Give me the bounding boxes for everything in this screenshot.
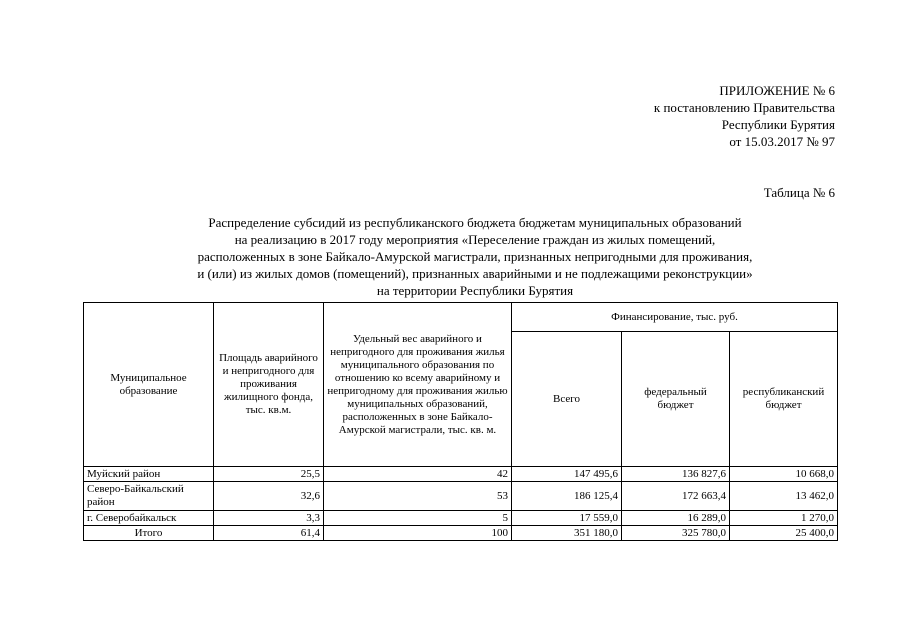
cell-total: 186 125,4 xyxy=(512,482,622,511)
table-row xyxy=(84,482,838,511)
cell-share: 100 xyxy=(324,526,512,541)
header-municipality: Муниципальное образование xyxy=(84,303,214,467)
appendix-header xyxy=(654,82,835,150)
cell-share: 42 xyxy=(324,467,512,482)
title-line: и (или) из жилых домов (помещений), признанных аварийными и не подлежащими реконструкции» xyxy=(197,266,753,281)
cell-federal: 16 289,0 xyxy=(622,511,730,526)
cell-name: Итого xyxy=(84,526,214,541)
cell-share: 53 xyxy=(324,482,512,511)
title-line: на территории Республики Бурятия xyxy=(376,283,574,298)
cell-republic: 25 400,0 xyxy=(730,526,838,541)
cell-total: 147 495,6 xyxy=(512,467,622,482)
table-total-row xyxy=(84,526,838,541)
cell-republic: 10 668,0 xyxy=(730,467,838,482)
header-republic: республиканский бюджет xyxy=(730,332,838,467)
cell-federal: 325 780,0 xyxy=(622,526,730,541)
cell-name: Муйский район xyxy=(84,467,214,482)
header-federal: федеральный бюджет xyxy=(622,332,730,467)
title-line: расположенных в зоне Байкало-Амурской магистрали, признанных непригодными для проживания, xyxy=(197,249,753,264)
cell-federal: 172 663,4 xyxy=(622,482,730,511)
table-row xyxy=(84,467,838,482)
cell-area: 25,5 xyxy=(214,467,324,482)
appendix-title: ПРИЛОЖЕНИЕ № 6 xyxy=(719,83,835,98)
cell-area: 61,4 xyxy=(214,526,324,541)
cell-total: 17 559,0 xyxy=(512,511,622,526)
cell-share: 5 xyxy=(324,511,512,526)
header-share: Удельный вес аварийного и непригодного для проживания жилья муниципального образования по отношению ко всему аварийному и непригодному для проживания жилью муниципальных образований, расположенных в зоне Байкало-Амурской магистрали, тыс. кв. м. xyxy=(324,303,512,467)
appendix-ref: Республики Бурятия xyxy=(721,117,835,132)
subsidy-table xyxy=(83,302,838,541)
table-row xyxy=(84,511,838,526)
cell-republic: 1 270,0 xyxy=(730,511,838,526)
cell-area: 32,6 xyxy=(214,482,324,511)
cell-republic: 13 462,0 xyxy=(730,482,838,511)
title-line: на реализацию в 2017 году мероприятия «Переселение граждан из жилых помещений, xyxy=(234,232,716,247)
document-title xyxy=(100,214,850,299)
cell-total: 351 180,0 xyxy=(512,526,622,541)
title-line: Распределение субсидий из республиканского бюджета бюджетам муниципальных образований xyxy=(208,215,742,230)
header-area: Площадь аварийного и непригодного для проживания жилищного фонда, тыс. кв.м. xyxy=(214,303,324,467)
cell-federal: 136 827,6 xyxy=(622,467,730,482)
appendix-date: от 15.03.2017 № 97 xyxy=(729,134,835,149)
table-number: Таблица № 6 xyxy=(763,185,835,200)
cell-name: Северо-Байкальский район xyxy=(84,482,214,511)
appendix-ref: к постановлению Правительства xyxy=(653,100,835,115)
header-total: Всего xyxy=(512,332,622,467)
cell-name: г. Северобайкальск xyxy=(84,511,214,526)
cell-area: 3,3 xyxy=(214,511,324,526)
header-financing: Финансирование, тыс. руб. xyxy=(512,303,838,332)
